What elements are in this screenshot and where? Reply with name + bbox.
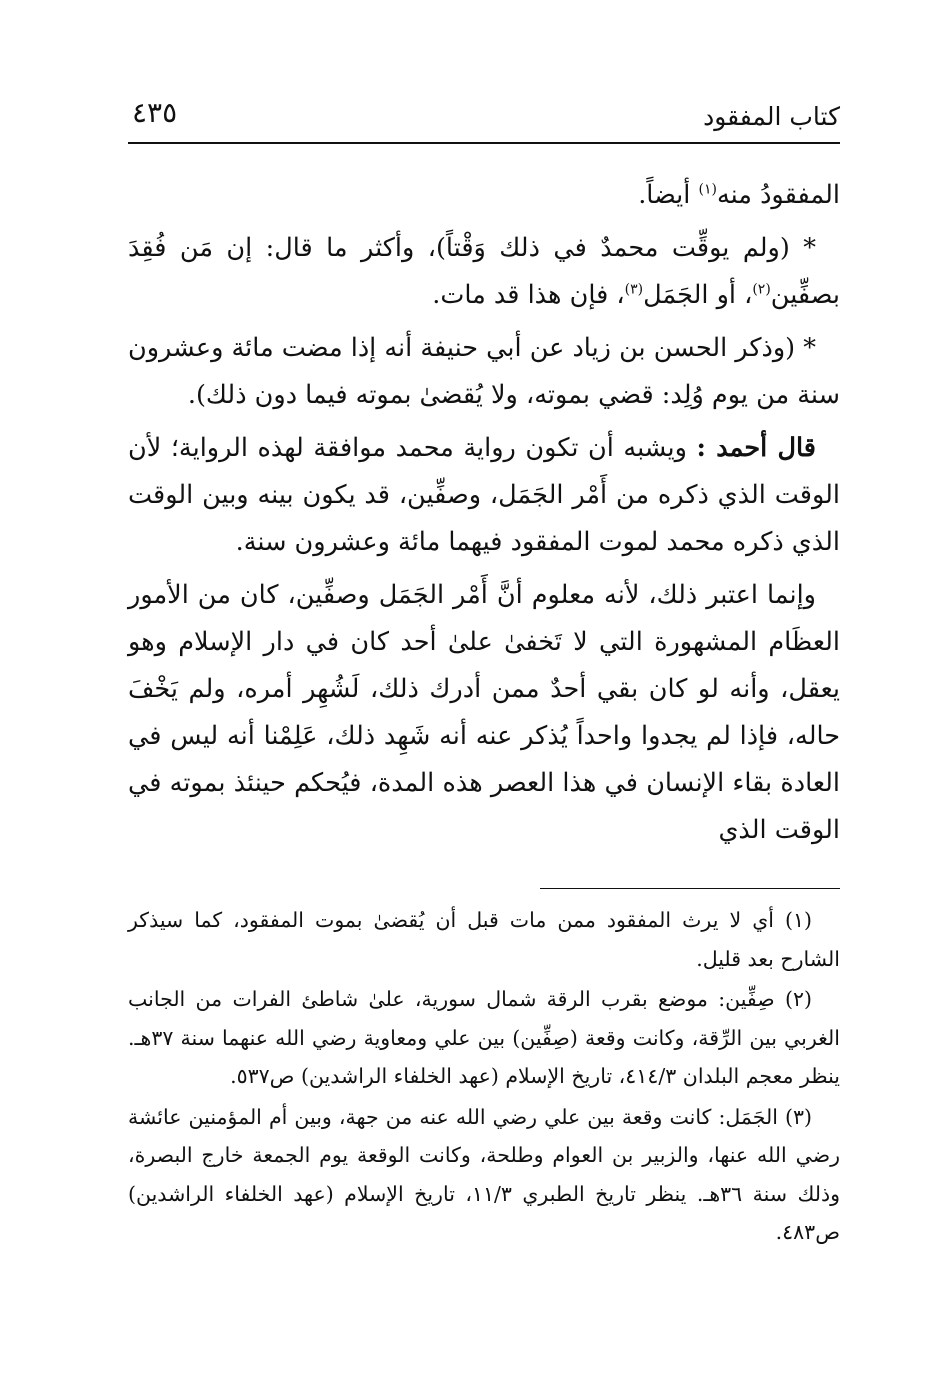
chapter-title: كتاب المفقود	[703, 102, 840, 131]
paragraph-2-text-c: ، فإن هذا قد مات.	[432, 280, 625, 310]
paragraph-3: * (وذكر الحسن بن زياد عن أبي حنيفة أنه إذا مضت مائة وعشرون سنة من يوم وُلِد: قضي بموته، ولا يُقضىٰ بموته فيما دون ذلك).	[128, 333, 840, 410]
footnote-ref-1: (١)	[698, 181, 717, 198]
footnote-separator	[540, 888, 840, 889]
book-page	[128, 96, 840, 1254]
footnotes	[128, 901, 840, 1252]
paragraph-5: وإنما اعتبر ذلك، لأنه معلوم أنَّ أَمْر الجَمَل وصفِّين، كان من الأمور العظَام المشهورة التي لا تَخفىٰ علىٰ أحد كان في دار الإسلام وهو يعقل، وأنه لو كان بقي أحدٌ ممن أدرك ذلك، لَشُهِر أمره، ولم يَخْفَ حاله، فإذا لم يجدوا واحداً يُذكر عنه أنه شَهِد ذلك، عَلِمْنا أنه ليس في العادة بقاء الإنسان في هذا العصر هذه المدة، فيُحكم حينئذ بموته في الوقت الذي	[128, 580, 840, 845]
paragraph-1-text-a: المفقودُ منه	[716, 180, 840, 210]
paragraph-4-text: ويشبه أن تكون رواية محمد موافقة لهذه الرواية؛ لأن الوقت الذي ذكره من أَمْر الجَمَل، وصفِّين، قد يكون بينه وبين الوقت الذي ذكره محمد لموت المفقود فيهما مائة وعشرون سنة.	[128, 433, 840, 557]
paragraph-2-text-b: ، أو الجَمَل	[643, 280, 753, 310]
footnote-ref-3: (٣)	[624, 281, 644, 298]
paragraph-2-text-a: * (ولم يوقِّت محمدٌ في ذلك وَقْتاً)، وأكثر ما قال: إن مَن فُقِدَ بصفِّين	[128, 233, 840, 310]
footnote-ref-2: (٢)	[752, 281, 771, 298]
paragraph-1-text-b: أيضاً.	[638, 180, 699, 210]
paragraph-4	[128, 425, 840, 566]
paragraph-1	[128, 172, 840, 219]
page-number: ٤٣٥	[132, 96, 178, 129]
footnote-2: (٢) صِفِّين: موضع بقرب الرقة شمال سورية، علىٰ شاطئ الفرات من الجانب الغربي بين الرِّقة، وكانت وقعة (صِفِّين) بين علي ومعاوية رضي الله عنهما سنة ٣٧هـ. ينظر معجم البلدان ٤١٤/٣، تاريخ الإسلام (عهد الخلفاء الراشدين) ص٥٣٧.	[128, 987, 840, 1088]
running-header	[128, 96, 840, 144]
main-text	[128, 172, 840, 854]
footnote-3: (٣) الجَمَل: كانت وقعة بين علي رضي الله عنه من جهة، وبين أم المؤمنين عائشة رضي الله عنها، والزبير بن العوام وطلحة، وكانت الوقعة يوم الجمعة خارج البصرة، وذلك سنة ٣٦هـ. ينظر تاريخ الطبري ١١/٣، تاريخ الإسلام (عهد الخلفاء الراشدين) ص٤٨٣.	[128, 1104, 840, 1244]
paragraph-2	[128, 225, 840, 319]
author-label: قال أحمد :	[696, 433, 816, 463]
footnote-1: (١) أي لا يرث المفقود ممن مات قبل أن يُقضىٰ بموت المفقود، كما سيذكر الشارح بعد قليل.	[128, 908, 840, 971]
